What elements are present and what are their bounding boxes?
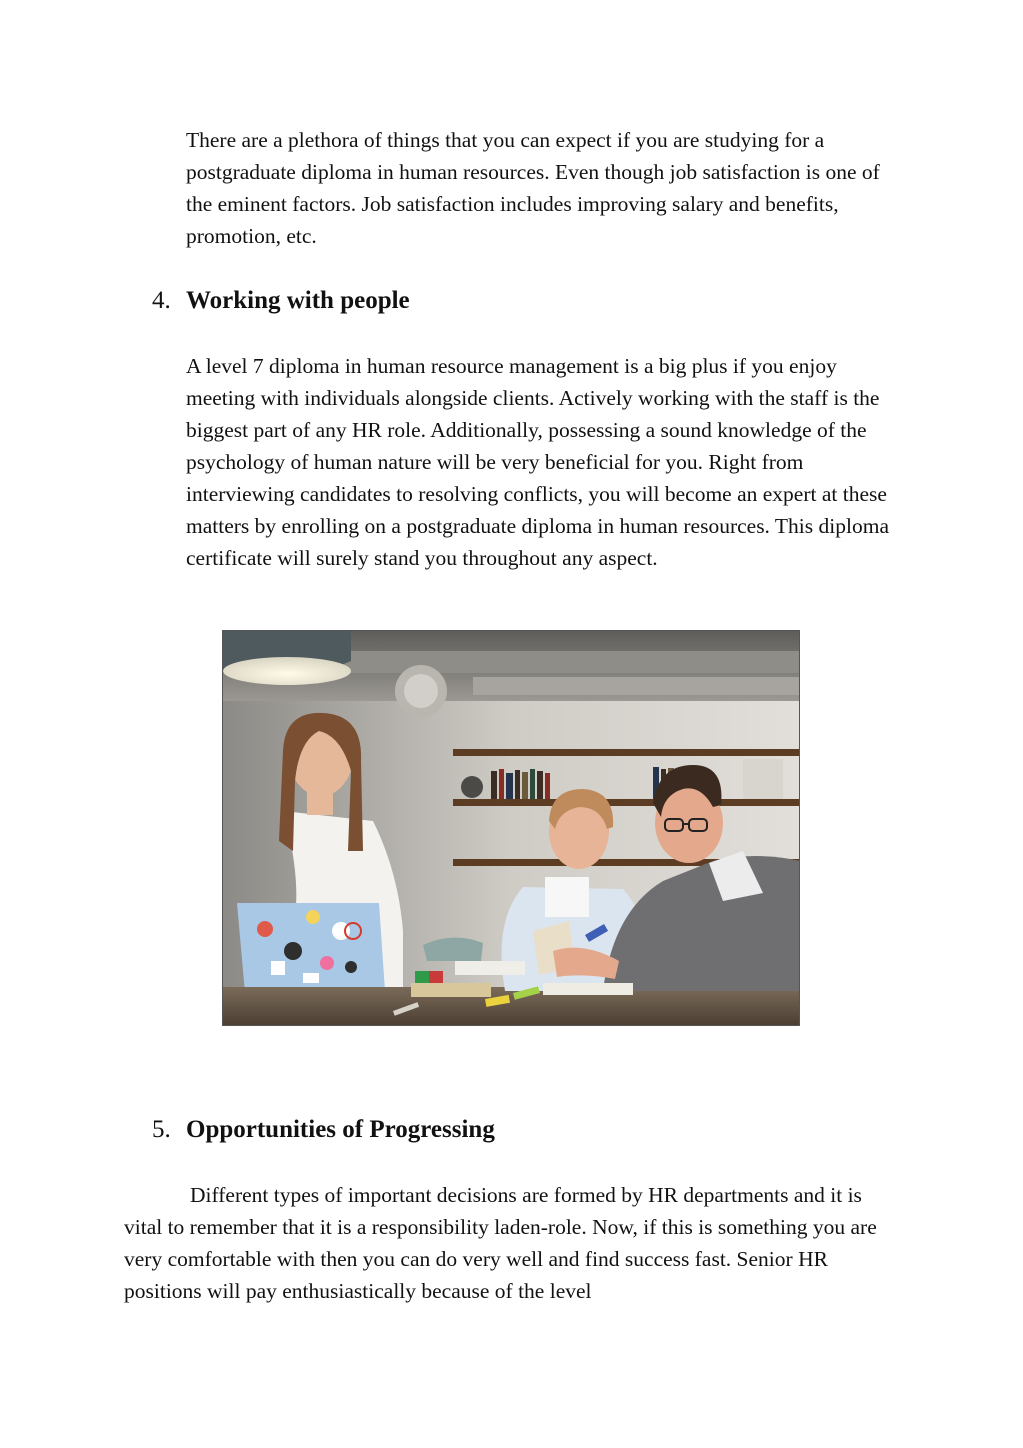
office-photo: [222, 630, 800, 1026]
section-number: 4.: [152, 287, 171, 314]
office-photo-illustration: [223, 631, 800, 1026]
section-body-working-with-people: A level 7 diploma in human resource management is a big plus if you enjoy meeting with individuals alongside clients. Actively working with the staff is the biggest part of any HR role. Additionally, possessing a sound knowledge of the psychology of human nature will be very beneficial for you. Right from interviewing candidates to resolving conflicts, you will become an expert at these matters by enrolling on a postgraduate diploma in human resources. This diploma certificate will surely stand you throughout any aspect.: [186, 354, 889, 570]
section-title: Working with people: [186, 287, 410, 314]
section-title: Opportunities of Progressing: [186, 1116, 495, 1143]
section-body-opportunities: Different types of important decisions are formed by HR departments and it is vital to remember that it is a responsibility laden-role. Now, if this is something you are very comfortable with then you can do very well and find success fast. Senior HR positions will pay enthusiastically because of the level: [124, 1183, 877, 1303]
section-heading-opportunities: [152, 1114, 495, 1146]
intro-paragraph: There are a plethora of things that you can expect if you are studying for a postgraduate diploma in human resources. Even though job satisfaction is one of the eminent factors. Job satisfaction includes improving salary and benefits, promotion, etc.: [186, 128, 880, 248]
section-number: 5.: [152, 1116, 171, 1143]
section-heading-working-with-people: [152, 285, 410, 317]
